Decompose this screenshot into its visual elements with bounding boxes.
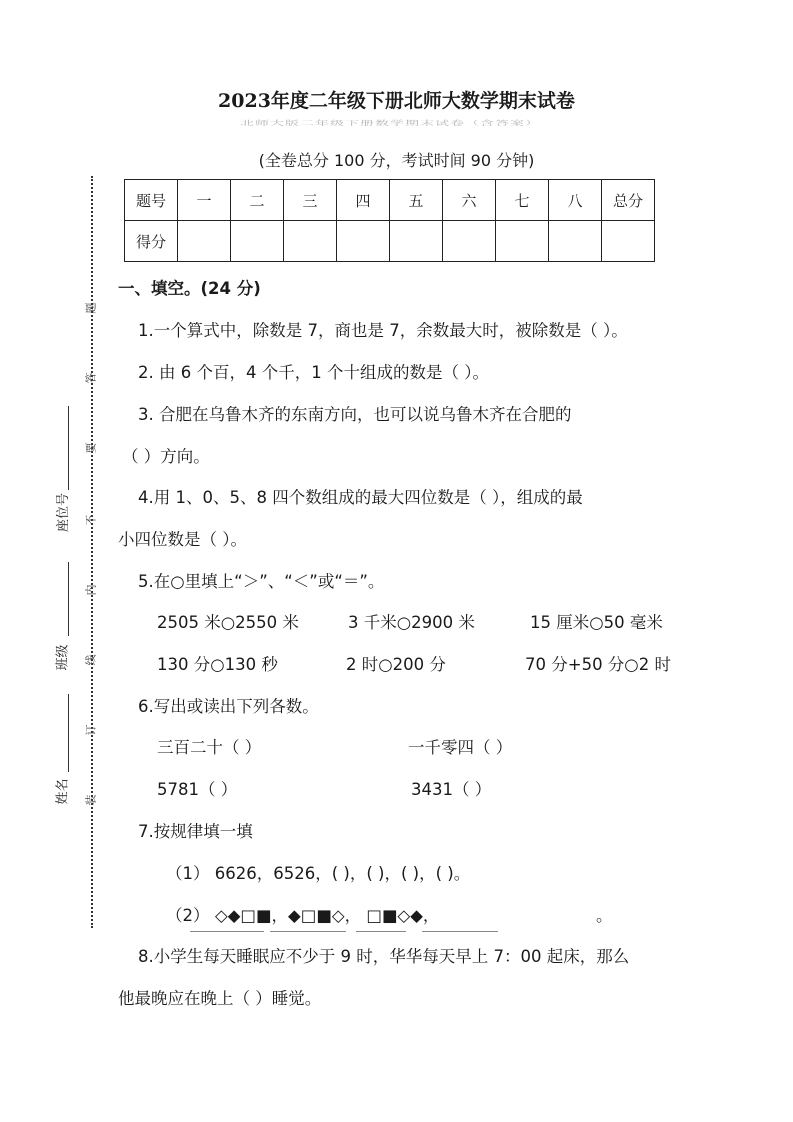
score-cell[interactable]	[390, 221, 443, 262]
score-cell[interactable]	[178, 221, 231, 262]
compare-item: 70 分+50 分○2 时	[525, 655, 671, 674]
underline-3	[356, 931, 406, 932]
table-score-label: 得分	[125, 221, 178, 262]
seal-char: 装	[84, 794, 98, 806]
seal-char: 答	[84, 372, 98, 384]
question-2: 2. 由 6 个百，4 个千，1 个十组成的数是（ ）。	[138, 363, 489, 382]
number-item: 三百二十（ ）	[157, 738, 262, 757]
compare-item: 15 厘米○50 毫米	[530, 613, 663, 632]
score-table	[124, 179, 655, 262]
table-row-header: 题号	[125, 180, 178, 221]
seal-char: 订	[84, 724, 98, 736]
faded-overprint-text: 北师大版二年级下册数学期末试卷（含答案）	[240, 119, 540, 127]
section-heading: 一、填空。(24 分)	[118, 279, 261, 298]
score-cell[interactable]	[231, 221, 284, 262]
question-3-line1: 3. 合肥在乌鲁木齐的东南方向，也可以说乌鲁木齐在合肥的	[138, 405, 572, 424]
seat-number-label: 座位号	[56, 492, 72, 533]
table-col-6: 六	[443, 180, 496, 221]
name-label: 姓名	[55, 778, 71, 805]
score-cell[interactable]	[602, 221, 655, 262]
seal-char: 要	[84, 442, 98, 454]
table-col-7: 七	[496, 180, 549, 221]
question-8-line1: 8.小学生每天睡眠应不少于 9 时，华华每天早上 7：00 起床，那么	[138, 947, 630, 966]
page-title: 2023年度二年级下册北师大数学期末试卷	[218, 90, 575, 112]
compare-item: 2505 米○2550 米	[157, 613, 299, 632]
table-col-total: 总分	[602, 180, 655, 221]
table-col-5: 五	[390, 180, 443, 221]
score-cell[interactable]	[337, 221, 390, 262]
underline-1	[190, 931, 264, 932]
question-6: 6.写出或读出下列各数。	[138, 697, 319, 716]
table-col-4: 四	[337, 180, 390, 221]
question-1: 1.一个算式中，除数是 7，商也是 7，余数最大时，被除数是（ ）。	[138, 321, 628, 340]
shape-sequence: ◇◆□■，◆□■◇， □■◇◆，	[215, 906, 440, 925]
question-5: 5.在○里填上“＞”、“＜”或“＝”。	[138, 572, 385, 591]
number-item: 5781（ ）	[157, 780, 238, 799]
table-col-2: 二	[231, 180, 284, 221]
exam-info: (全卷总分 100 分，考试时间 90 分钟)	[258, 151, 535, 170]
question-3-line2: （ ）方向。	[122, 447, 210, 466]
name-field[interactable]	[68, 694, 69, 772]
underline-4	[422, 931, 498, 932]
table-col-8: 八	[549, 180, 602, 221]
question-4-line1: 4.用 1、0、5、8 四个数组成的最大四位数是（ ），组成的最	[138, 488, 583, 507]
compare-item: 2 时○200 分	[346, 655, 446, 674]
table-col-3: 三	[284, 180, 337, 221]
score-cell[interactable]	[496, 221, 549, 262]
question-4-line2: 小四位数是（ ）。	[118, 530, 247, 549]
score-table-score-row	[125, 221, 655, 262]
seal-char: 不	[84, 514, 98, 526]
class-field[interactable]	[68, 562, 69, 636]
score-table-header-row	[125, 180, 655, 221]
seal-char: 线	[84, 654, 98, 666]
seat-number-field[interactable]	[68, 406, 69, 490]
score-cell[interactable]	[549, 221, 602, 262]
question-7-part-1: （1） 6626，6526，( )，( )，( )，( )。	[166, 864, 471, 883]
number-item: 3431（ ）	[411, 780, 492, 799]
question-7-part-2-label: （2）	[166, 906, 210, 925]
class-label: 班级	[55, 644, 71, 671]
table-col-1: 一	[178, 180, 231, 221]
number-item: 一千零四（ ）	[408, 738, 513, 757]
underline-2	[270, 931, 346, 932]
compare-item: 3 千米○2900 米	[348, 613, 475, 632]
seal-char: 题	[84, 302, 98, 314]
binding-dotted-line	[91, 176, 93, 928]
seal-char: 内	[84, 584, 98, 596]
score-cell[interactable]	[443, 221, 496, 262]
question-7: 7.按规律填一填	[138, 822, 253, 841]
score-cell[interactable]	[284, 221, 337, 262]
sentence-end: 。	[596, 906, 613, 925]
compare-item: 130 分○130 秒	[157, 655, 278, 674]
question-8-line2: 他最晚应在晚上（ ）睡觉。	[118, 989, 322, 1008]
